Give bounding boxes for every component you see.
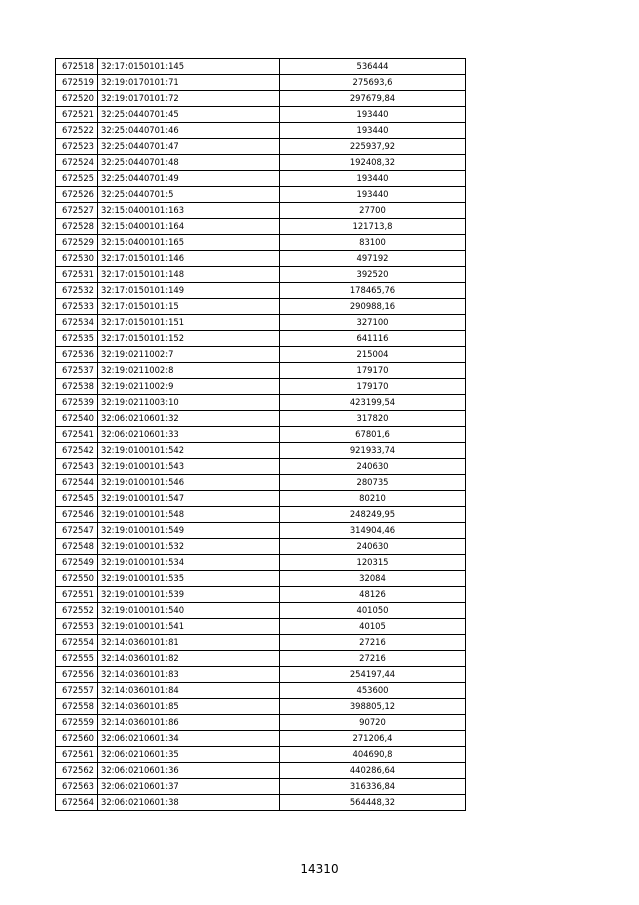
table-row	[56, 139, 466, 155]
row-number-cell: 672561	[56, 747, 98, 763]
table-row	[56, 571, 466, 587]
table-row	[56, 75, 466, 91]
cadastral-number-cell: 32:19:0170101:72	[98, 91, 280, 107]
cadastral-number-cell: 32:15:0400101:165	[98, 235, 280, 251]
value-cell: 248249,95	[280, 507, 466, 523]
cadastral-number-cell: 32:19:0100101:540	[98, 603, 280, 619]
table-row	[56, 91, 466, 107]
cadastral-number-cell: 32:17:0150101:149	[98, 283, 280, 299]
row-number-cell: 672552	[56, 603, 98, 619]
value-cell: 225937,92	[280, 139, 466, 155]
table-row	[56, 283, 466, 299]
value-cell: 27216	[280, 635, 466, 651]
row-number-cell: 672542	[56, 443, 98, 459]
cadastral-number-cell: 32:14:0360101:83	[98, 667, 280, 683]
value-cell: 641116	[280, 331, 466, 347]
value-cell: 297679,84	[280, 91, 466, 107]
row-number-cell: 672525	[56, 171, 98, 187]
cadastral-number-cell: 32:14:0360101:84	[98, 683, 280, 699]
table-row	[56, 155, 466, 171]
row-number-cell: 672547	[56, 523, 98, 539]
cadastral-number-cell: 32:19:0100101:543	[98, 459, 280, 475]
cadastral-number-cell: 32:17:0150101:145	[98, 59, 280, 75]
value-cell: 179170	[280, 363, 466, 379]
row-number-cell: 672549	[56, 555, 98, 571]
cadastral-number-cell: 32:19:0100101:547	[98, 491, 280, 507]
table-row	[56, 539, 466, 555]
cadastral-number-cell: 32:17:0150101:15	[98, 299, 280, 315]
cadastral-number-cell: 32:17:0150101:148	[98, 267, 280, 283]
value-cell: 121713,8	[280, 219, 466, 235]
row-number-cell: 672560	[56, 731, 98, 747]
value-cell: 316336,84	[280, 779, 466, 795]
value-cell: 40105	[280, 619, 466, 635]
value-cell: 327100	[280, 315, 466, 331]
value-cell: 193440	[280, 171, 466, 187]
value-cell: 401050	[280, 603, 466, 619]
cadastral-number-cell: 32:14:0360101:81	[98, 635, 280, 651]
cadastral-number-cell: 32:14:0360101:86	[98, 715, 280, 731]
table-row	[56, 235, 466, 251]
row-number-cell: 672530	[56, 251, 98, 267]
value-cell: 404690,8	[280, 747, 466, 763]
table-row	[56, 699, 466, 715]
value-cell: 120315	[280, 555, 466, 571]
value-cell: 90720	[280, 715, 466, 731]
row-number-cell: 672563	[56, 779, 98, 795]
row-number-cell: 672548	[56, 539, 98, 555]
row-number-cell: 672558	[56, 699, 98, 715]
table-row	[56, 59, 466, 75]
row-number-cell: 672562	[56, 763, 98, 779]
value-cell: 240630	[280, 459, 466, 475]
value-cell: 290988,16	[280, 299, 466, 315]
row-number-cell: 672550	[56, 571, 98, 587]
data-table	[55, 58, 466, 811]
table-row	[56, 443, 466, 459]
row-number-cell: 672554	[56, 635, 98, 651]
row-number-cell: 672539	[56, 395, 98, 411]
cadastral-number-cell: 32:19:0100101:534	[98, 555, 280, 571]
cadastral-number-cell: 32:06:0210601:36	[98, 763, 280, 779]
table-row	[56, 747, 466, 763]
cadastral-number-cell: 32:19:0100101:539	[98, 587, 280, 603]
value-cell: 271206,4	[280, 731, 466, 747]
value-cell: 193440	[280, 107, 466, 123]
table-row	[56, 667, 466, 683]
value-cell: 178465,76	[280, 283, 466, 299]
table-row	[56, 251, 466, 267]
value-cell: 921933,74	[280, 443, 466, 459]
row-number-cell: 672556	[56, 667, 98, 683]
row-number-cell: 672543	[56, 459, 98, 475]
cadastral-number-cell: 32:25:0440701:47	[98, 139, 280, 155]
row-number-cell: 672533	[56, 299, 98, 315]
cadastral-number-cell: 32:19:0100101:535	[98, 571, 280, 587]
cadastral-number-cell: 32:25:0440701:46	[98, 123, 280, 139]
value-cell: 440286,64	[280, 763, 466, 779]
table-row	[56, 603, 466, 619]
row-number-cell: 672518	[56, 59, 98, 75]
value-cell: 83100	[280, 235, 466, 251]
row-number-cell: 672540	[56, 411, 98, 427]
value-cell: 32084	[280, 571, 466, 587]
table-row	[56, 587, 466, 603]
cadastral-number-cell: 32:14:0360101:82	[98, 651, 280, 667]
table-row	[56, 523, 466, 539]
value-cell: 497192	[280, 251, 466, 267]
row-number-cell: 672553	[56, 619, 98, 635]
table-row	[56, 203, 466, 219]
cadastral-number-cell: 32:19:0170101:71	[98, 75, 280, 91]
row-number-cell: 672551	[56, 587, 98, 603]
value-cell: 193440	[280, 187, 466, 203]
row-number-cell: 672523	[56, 139, 98, 155]
table-row	[56, 795, 466, 811]
row-number-cell: 672555	[56, 651, 98, 667]
table-row	[56, 427, 466, 443]
cadastral-number-cell: 32:06:0210601:37	[98, 779, 280, 795]
row-number-cell: 672519	[56, 75, 98, 91]
table-row	[56, 619, 466, 635]
cadastral-number-cell: 32:19:0100101:549	[98, 523, 280, 539]
value-cell: 27700	[280, 203, 466, 219]
table-row	[56, 475, 466, 491]
value-cell: 453600	[280, 683, 466, 699]
value-cell: 280735	[280, 475, 466, 491]
cadastral-number-cell: 32:25:0440701:48	[98, 155, 280, 171]
value-cell: 392520	[280, 267, 466, 283]
value-cell: 80210	[280, 491, 466, 507]
table-row	[56, 315, 466, 331]
value-cell: 254197,44	[280, 667, 466, 683]
table-row	[56, 491, 466, 507]
page-number: 14310	[300, 862, 339, 876]
value-cell: 27216	[280, 651, 466, 667]
value-cell: 67801,6	[280, 427, 466, 443]
row-number-cell: 672538	[56, 379, 98, 395]
cadastral-number-cell: 32:06:0210601:32	[98, 411, 280, 427]
cadastral-number-cell: 32:19:0100101:546	[98, 475, 280, 491]
table-row	[56, 331, 466, 347]
cadastral-number-cell: 32:19:0100101:542	[98, 443, 280, 459]
cadastral-number-cell: 32:25:0440701:45	[98, 107, 280, 123]
row-number-cell: 672564	[56, 795, 98, 811]
table-row	[56, 683, 466, 699]
value-cell: 193440	[280, 123, 466, 139]
table-row	[56, 779, 466, 795]
table-row	[56, 107, 466, 123]
table-row	[56, 555, 466, 571]
cadastral-number-cell: 32:25:0440701:49	[98, 171, 280, 187]
row-number-cell: 672521	[56, 107, 98, 123]
table-row	[56, 763, 466, 779]
cadastral-number-cell: 32:25:0440701:5	[98, 187, 280, 203]
value-cell: 48126	[280, 587, 466, 603]
cadastral-number-cell: 32:17:0150101:151	[98, 315, 280, 331]
value-cell: 317820	[280, 411, 466, 427]
value-cell: 564448,32	[280, 795, 466, 811]
cadastral-number-cell: 32:15:0400101:164	[98, 219, 280, 235]
value-cell: 240630	[280, 539, 466, 555]
table-row	[56, 171, 466, 187]
cadastral-number-cell: 32:19:0100101:541	[98, 619, 280, 635]
cadastral-number-cell: 32:15:0400101:163	[98, 203, 280, 219]
table-row	[56, 635, 466, 651]
cadastral-number-cell: 32:06:0210601:38	[98, 795, 280, 811]
row-number-cell: 672536	[56, 347, 98, 363]
cadastral-number-cell: 32:19:0211002:7	[98, 347, 280, 363]
value-cell: 398805,12	[280, 699, 466, 715]
row-number-cell: 672531	[56, 267, 98, 283]
table-row	[56, 187, 466, 203]
value-cell: 536444	[280, 59, 466, 75]
table-row	[56, 507, 466, 523]
table-row	[56, 267, 466, 283]
row-number-cell: 672541	[56, 427, 98, 443]
row-number-cell: 672529	[56, 235, 98, 251]
row-number-cell: 672546	[56, 507, 98, 523]
value-cell: 192408,32	[280, 155, 466, 171]
row-number-cell: 672526	[56, 187, 98, 203]
cadastral-number-cell: 32:19:0211002:9	[98, 379, 280, 395]
value-cell: 215004	[280, 347, 466, 363]
table-row	[56, 299, 466, 315]
table-row	[56, 219, 466, 235]
table-row	[56, 347, 466, 363]
cadastral-number-cell: 32:19:0100101:548	[98, 507, 280, 523]
value-cell: 179170	[280, 379, 466, 395]
row-number-cell: 672534	[56, 315, 98, 331]
table-row	[56, 411, 466, 427]
row-number-cell: 672524	[56, 155, 98, 171]
table-row	[56, 363, 466, 379]
row-number-cell: 672559	[56, 715, 98, 731]
table-row	[56, 651, 466, 667]
row-number-cell: 672527	[56, 203, 98, 219]
row-number-cell: 672544	[56, 475, 98, 491]
cadastral-number-cell: 32:17:0150101:146	[98, 251, 280, 267]
cadastral-number-cell: 32:19:0211003:10	[98, 395, 280, 411]
row-number-cell: 672522	[56, 123, 98, 139]
table-row	[56, 379, 466, 395]
table-body	[56, 59, 466, 811]
table-row	[56, 123, 466, 139]
row-number-cell: 672528	[56, 219, 98, 235]
row-number-cell: 672545	[56, 491, 98, 507]
cadastral-number-cell: 32:14:0360101:85	[98, 699, 280, 715]
value-cell: 314904,46	[280, 523, 466, 539]
cadastral-number-cell: 32:17:0150101:152	[98, 331, 280, 347]
value-cell: 423199,54	[280, 395, 466, 411]
cadastral-number-cell: 32:06:0210601:33	[98, 427, 280, 443]
table-row	[56, 731, 466, 747]
table-row	[56, 395, 466, 411]
table-row	[56, 459, 466, 475]
table-row	[56, 715, 466, 731]
cadastral-number-cell: 32:06:0210601:35	[98, 747, 280, 763]
row-number-cell: 672535	[56, 331, 98, 347]
cadastral-number-cell: 32:19:0100101:532	[98, 539, 280, 555]
cadastral-number-cell: 32:19:0211002:8	[98, 363, 280, 379]
row-number-cell: 672557	[56, 683, 98, 699]
cadastral-number-cell: 32:06:0210601:34	[98, 731, 280, 747]
row-number-cell: 672532	[56, 283, 98, 299]
row-number-cell: 672520	[56, 91, 98, 107]
value-cell: 275693,6	[280, 75, 466, 91]
row-number-cell: 672537	[56, 363, 98, 379]
